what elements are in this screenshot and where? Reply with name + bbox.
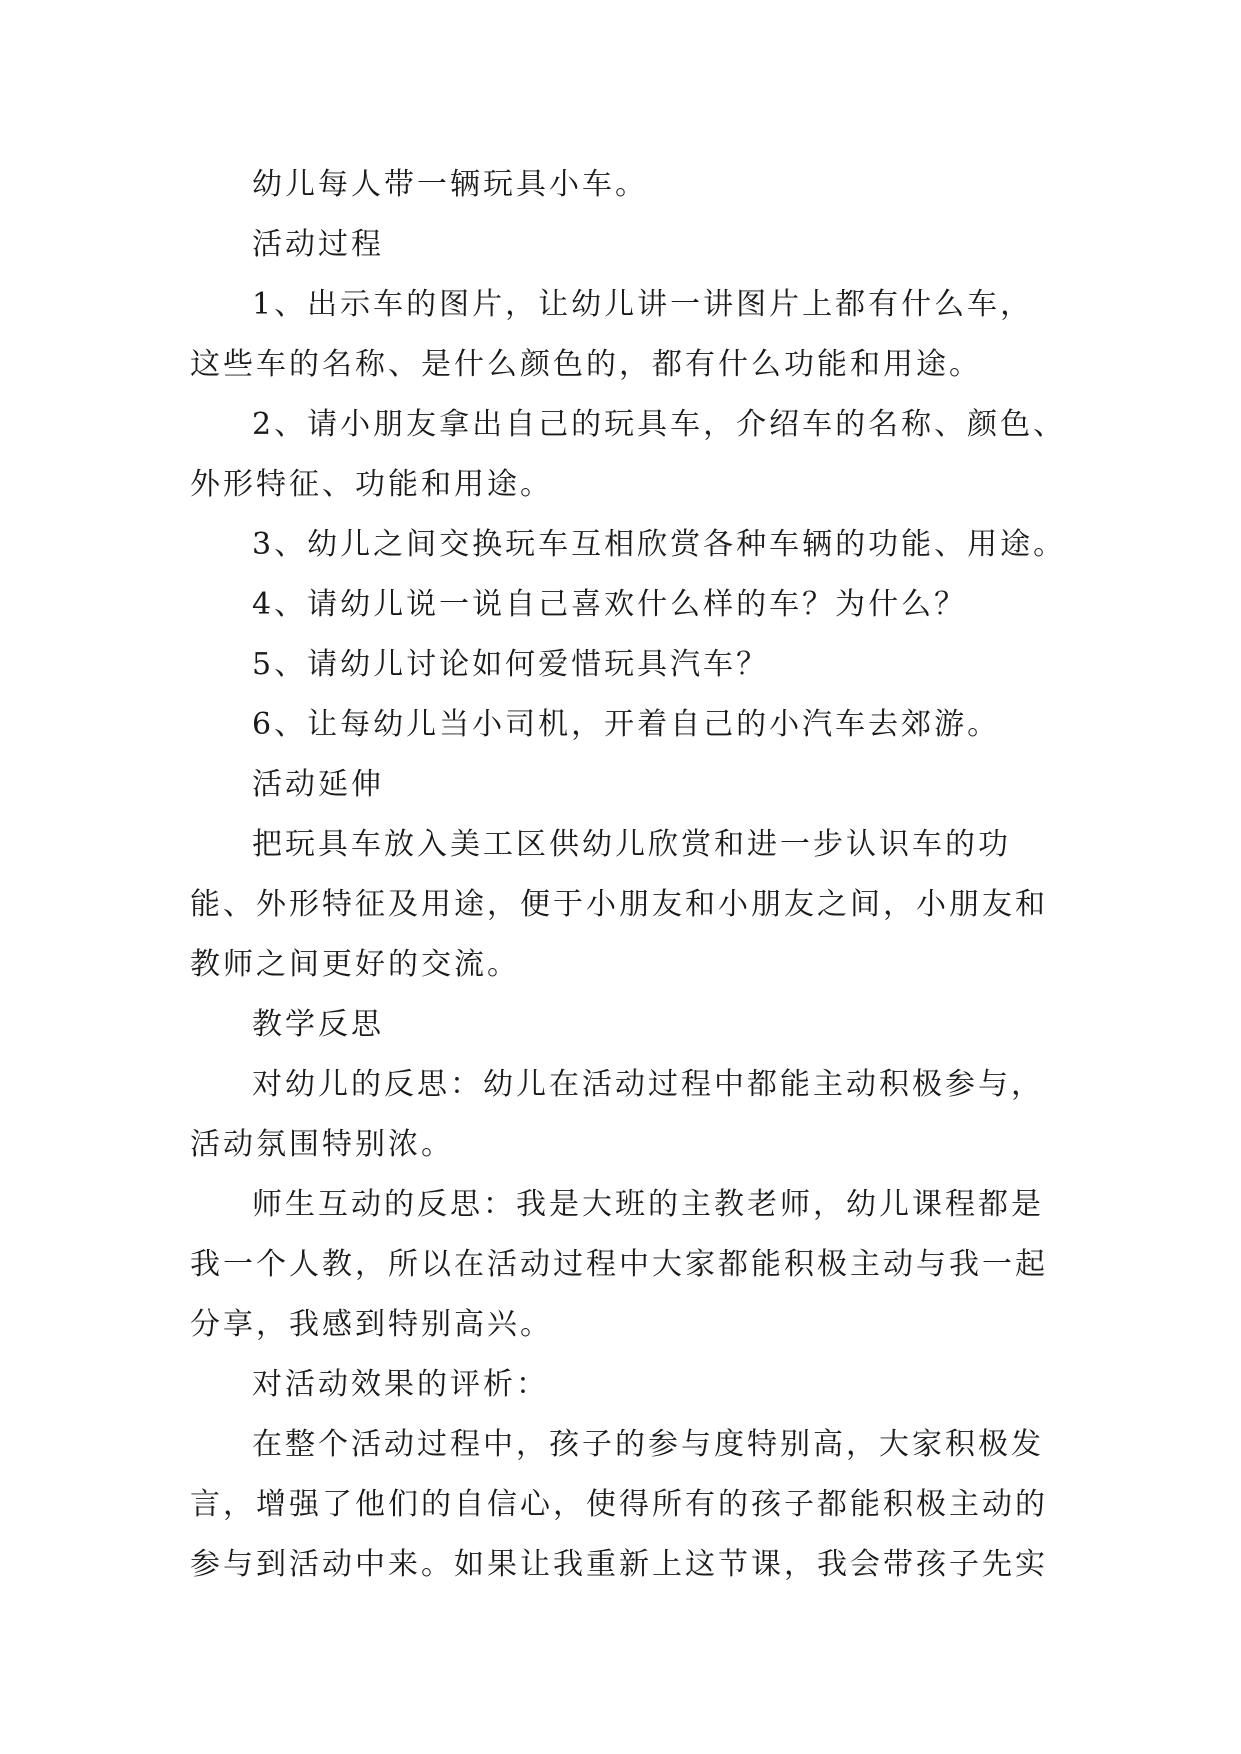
heading-activity-process <box>190 215 1070 275</box>
text-line: 对活动效果的评析： <box>252 1367 549 1402</box>
text-line: 1、出示车的图片，让幼儿讲一讲图片上都有什么车， <box>252 287 1034 322</box>
text-line: 幼儿每人带一辆玩具小车。 <box>252 167 648 202</box>
text-line: 2、请小朋友拿出自己的玩具车，介绍车的名称、颜色、 <box>252 407 1067 442</box>
text-line: 我一个人教，所以在活动过程中大家都能积极主动与我一起 <box>190 1247 1048 1282</box>
text-line: 外形特征、功能和用途。 <box>190 467 553 502</box>
text-line: 活动氛围特别浓。 <box>190 1127 454 1162</box>
text-line: 4、请幼儿说一说自己喜欢什么样的车？为什么？ <box>252 587 968 622</box>
paragraph-step-1 <box>190 275 1070 395</box>
paragraph-reflection-children <box>190 1055 1070 1175</box>
text-line: 教师之间更好的交流。 <box>190 947 520 982</box>
text-line: 活动延伸 <box>252 767 384 802</box>
paragraph-step-2 <box>190 395 1070 515</box>
text-line: 教学反思 <box>252 1007 384 1042</box>
document-body <box>190 155 1070 1595</box>
text-line: 这些车的名称、是什么颜色的，都有什么功能和用途。 <box>190 347 982 382</box>
text-line: 分享，我感到特别高兴。 <box>190 1307 553 1342</box>
text-line: 在整个活动过程中，孩子的参与度特别高，大家积极发 <box>252 1427 1044 1462</box>
paragraph-extension <box>190 815 1070 995</box>
paragraph-reflection-interaction <box>190 1175 1070 1355</box>
text-line: 能、外形特征及用途，便于小朋友和小朋友之间，小朋友和 <box>190 887 1048 922</box>
text-line: 5、请幼儿讨论如何爱惜玩具汽车？ <box>252 647 770 682</box>
paragraph-step-6 <box>190 695 1070 755</box>
paragraph-step-3 <box>190 515 1070 575</box>
text-line: 6、让每幼儿当小司机，开着自己的小汽车去郊游。 <box>252 707 1001 742</box>
paragraph-step-5 <box>190 635 1070 695</box>
heading-teaching-reflection <box>190 995 1070 1055</box>
heading-effect-analysis <box>190 1355 1070 1415</box>
text-line: 活动过程 <box>252 227 384 262</box>
text-line: 言，增强了他们的自信心，使得所有的孩子都能积极主动的 <box>190 1487 1048 1522</box>
heading-activity-extension <box>190 755 1070 815</box>
text-line: 参与到活动中来。如果让我重新上这节课，我会带孩子先实 <box>190 1547 1048 1582</box>
paragraph-effect-analysis <box>190 1415 1070 1595</box>
text-line: 把玩具车放入美工区供幼儿欣赏和进一步认识车的功 <box>252 827 1011 862</box>
text-line: 3、幼儿之间交换玩车互相欣赏各种车辆的功能、用途。 <box>252 527 1067 562</box>
paragraph-materials <box>190 155 1070 215</box>
text-line: 师生互动的反思：我是大班的主教老师，幼儿课程都是 <box>252 1187 1044 1222</box>
paragraph-step-4 <box>190 575 1070 635</box>
text-line: 对幼儿的反思：幼儿在活动过程中都能主动积极参与， <box>252 1067 1044 1102</box>
